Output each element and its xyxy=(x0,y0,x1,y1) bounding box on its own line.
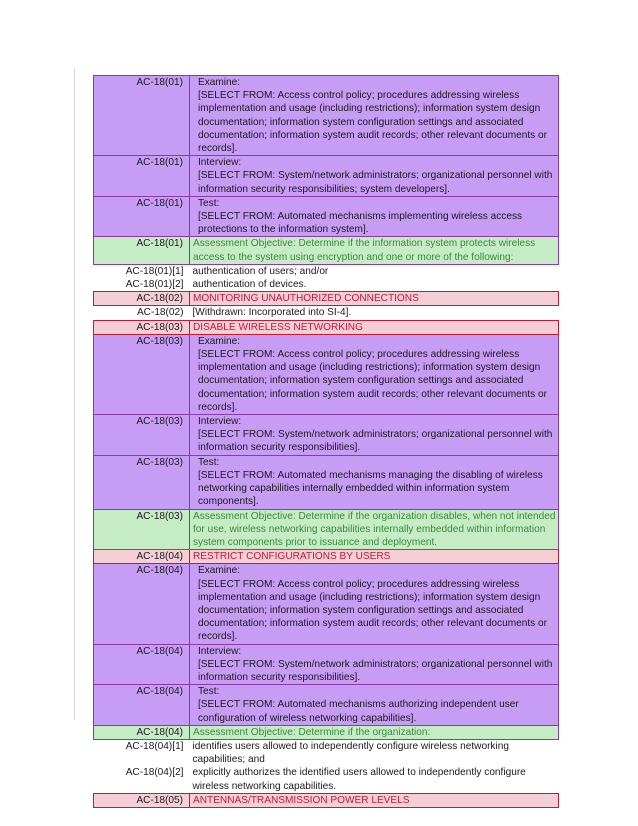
control-id: AC-18(04) xyxy=(94,685,190,726)
method-body: [SELECT FROM: Automated mechanisms authorizing independent user configuration of wireless networking capabilities]. xyxy=(198,699,519,724)
table-row xyxy=(94,550,559,564)
objective-item: identifies users allowed to independently configure wireless networking capabilities; and xyxy=(190,739,559,766)
method-body: [SELECT FROM: System/network administrators; organizational personnel with information security responsibilities]. xyxy=(198,658,553,683)
table-row xyxy=(94,292,559,306)
table-row xyxy=(94,564,559,644)
control-id: AC-18(04) xyxy=(94,725,190,739)
assessment-table xyxy=(93,75,559,808)
table-row xyxy=(94,739,559,766)
table-row xyxy=(94,685,559,726)
method-body: [SELECT FROM: System/network administrators; organizational personnel with information security responsibilities; system developers]. xyxy=(198,170,553,195)
method-cell xyxy=(190,685,559,726)
table-row xyxy=(94,237,559,264)
assessment-objective: Assessment Objective: Determine if the organization disables, when not intended for use, wireless networking capabilities internally embedded within information system components prior to issuance and deployment. xyxy=(190,509,559,550)
control-id: AC-18(01) xyxy=(94,76,190,156)
method-heading: Interview: xyxy=(198,645,242,657)
method-heading: Interview: xyxy=(198,157,242,169)
control-id: AC-18(04) xyxy=(94,644,190,685)
control-id: AC-18(03) xyxy=(94,415,190,456)
control-id: AC-18(03) xyxy=(94,320,190,334)
method-cell xyxy=(190,196,559,237)
method-heading: Examine: xyxy=(198,565,241,577)
page-margin-rule xyxy=(74,68,75,720)
method-heading: Test: xyxy=(198,197,220,209)
control-id: AC-18(03) xyxy=(94,509,190,550)
table-row xyxy=(94,264,559,278)
table-row xyxy=(94,644,559,685)
control-id: AC-18(02) xyxy=(94,292,190,306)
control-id: AC-18(01) xyxy=(94,156,190,197)
control-id: AC-18(01)[2] xyxy=(94,278,190,292)
method-cell xyxy=(190,644,559,685)
method-body: [SELECT FROM: Automated mechanisms managing the disabling of wireless networking capabilities internally embedded within information system components]. xyxy=(198,469,543,508)
control-id: AC-18(03) xyxy=(94,455,190,509)
method-cell xyxy=(190,415,559,456)
control-id: AC-18(04)[2] xyxy=(94,766,190,793)
control-id: AC-18(04)[1] xyxy=(94,739,190,766)
table-row xyxy=(94,334,559,414)
control-id: AC-18(04) xyxy=(94,550,190,564)
method-body: [SELECT FROM: Access control policy; procedures addressing wireless implementation and usage (including restrictions); information system design documentation; information system configuration settings and associated documentation; information system audit records; other relevant documents or records]. xyxy=(198,349,547,413)
assessment-objective: Assessment Objective: Determine if the information system protects wireless access to the system using encryption and one or more of the following: xyxy=(190,237,559,264)
table-row xyxy=(94,509,559,550)
enhancement-title: ANTENNAS/TRANSMISSION POWER LEVELS xyxy=(190,793,559,807)
table-row xyxy=(94,320,559,334)
objective-item: authentication of users; and/or xyxy=(190,264,559,278)
enhancement-title: MONITORING UNAUTHORIZED CONNECTIONS xyxy=(190,292,559,306)
control-id: AC-18(01) xyxy=(94,196,190,237)
table-row xyxy=(94,725,559,739)
method-heading: Examine: xyxy=(198,335,241,347)
control-id: AC-18(01) xyxy=(94,237,190,264)
objective-item: explicitly authorizes the identified users allowed to independently configure wireless networking capabilities. xyxy=(190,766,559,793)
table-row xyxy=(94,766,559,793)
control-id: AC-18(02) xyxy=(94,306,190,320)
table-row xyxy=(94,793,559,807)
control-id: AC-18(05) xyxy=(94,793,190,807)
table-row xyxy=(94,156,559,197)
table-row xyxy=(94,306,559,320)
method-cell xyxy=(190,334,559,414)
enhancement-title: RESTRICT CONFIGURATIONS BY USERS xyxy=(190,550,559,564)
method-body: [SELECT FROM: Access control policy; procedures addressing wireless implementation and usage (including restrictions); information system design documentation; information system configuration settings and associated documentation; information system audit records; other relevant documents or records]. xyxy=(198,90,547,155)
control-id: AC-18(01)[1] xyxy=(94,264,190,278)
assessment-objective: Assessment Objective: Determine if the organization: xyxy=(190,725,559,739)
method-body: [SELECT FROM: Access control policy; procedures addressing wireless implementation and usage (including restrictions); information system design documentation; information system configuration settings and associated documentation; information system audit records; other relevant documents or records]. xyxy=(198,578,547,643)
method-heading: Examine: xyxy=(198,77,241,88)
enhancement-title: DISABLE WIRELESS NETWORKING xyxy=(190,320,559,334)
control-id: AC-18(03) xyxy=(94,334,190,414)
table-row xyxy=(94,76,559,156)
method-heading: Interview: xyxy=(198,416,242,428)
withdrawn-note: [Withdrawn: Incorporated into SI-4]. xyxy=(190,306,559,320)
table-row xyxy=(94,455,559,509)
table-row xyxy=(94,196,559,237)
method-body: [SELECT FROM: Automated mechanisms implementing wireless access protections to the information system]. xyxy=(198,211,523,236)
table-row xyxy=(94,278,559,292)
control-id: AC-18(04) xyxy=(94,564,190,644)
method-heading: Test: xyxy=(198,456,220,468)
method-cell xyxy=(190,156,559,197)
method-cell xyxy=(190,564,559,644)
method-cell xyxy=(190,455,559,509)
method-body: [SELECT FROM: System/network administrators; organizational personnel with information security responsibilities]. xyxy=(198,429,553,454)
method-cell xyxy=(190,76,559,156)
objective-item: authentication of devices. xyxy=(190,278,559,292)
method-heading: Test: xyxy=(198,686,220,698)
table-row xyxy=(94,415,559,456)
